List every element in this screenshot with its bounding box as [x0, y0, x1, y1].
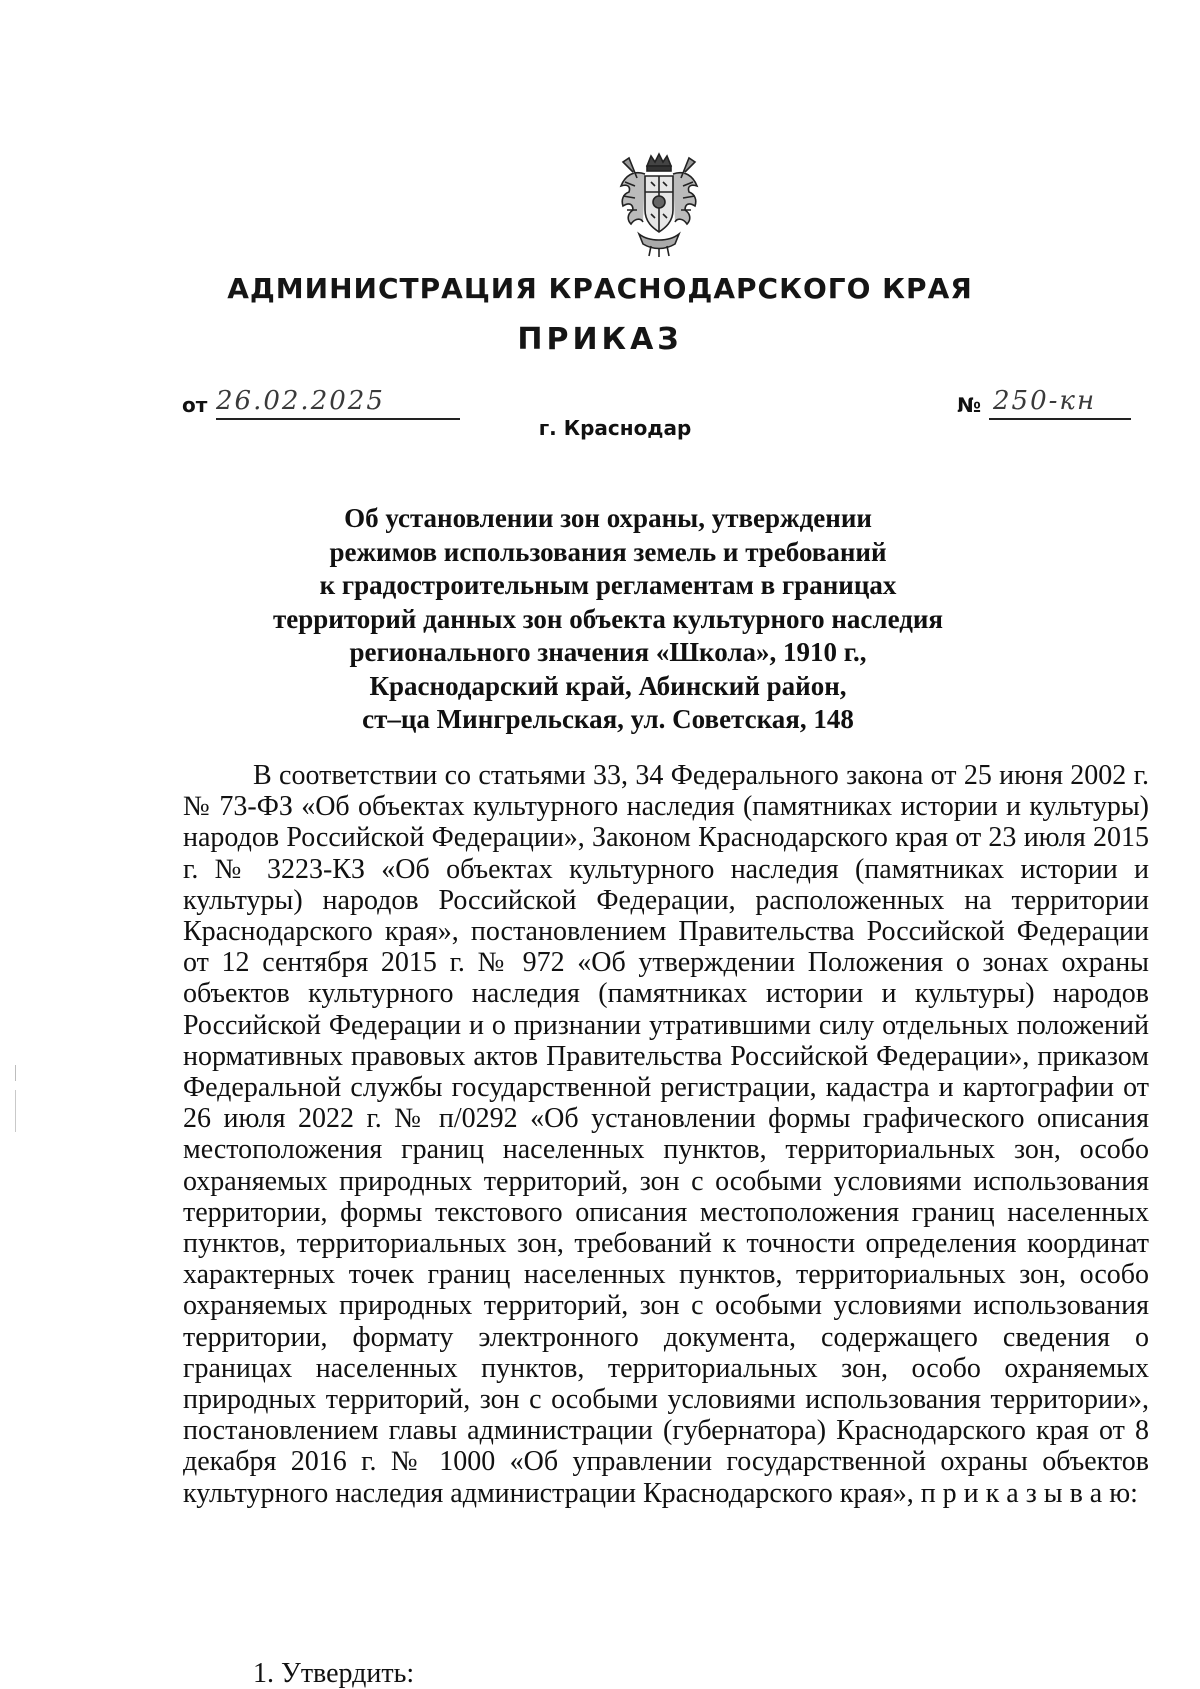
- handwritten-date: 26.02.2025: [216, 386, 385, 416]
- title-line: к градостроительным регламентам в границах: [319, 570, 897, 600]
- document-title: [240, 502, 976, 737]
- number-prefix: №: [957, 393, 982, 417]
- city: г. Краснодар: [538, 416, 692, 440]
- scan-artifact: [15, 1090, 16, 1132]
- coat-of-arms-icon: [615, 152, 703, 258]
- document-type: ПРИКАЗ: [517, 322, 683, 357]
- title-line: Краснодарский край, Абинский район,: [369, 670, 847, 701]
- scan-artifact: [15, 1065, 16, 1081]
- title-line: режимов использования земель и требований: [329, 536, 887, 567]
- organization-name: АДМИНИСТРАЦИЯ КРАСНОДАРСКОГО КРАЯ: [227, 272, 973, 305]
- title-line: ст–ца Мингрельская, ул. Советская, 148: [362, 704, 854, 734]
- preamble-paragraph: В соответствии со статьями 33, 34 Федерального закона от 25 июня 2002 г. № 73-ФЗ «Об объектах культурного наследия (памятниках истории и культуры) народов Российской Федерации», Законом Краснодарского края от 23 июля 2015 г. № 3223-КЗ «Об объектах культурного наследия (памятниках истории и культуры) народов Российской Федерации, расположенных на территории Краснодарского края», постановлением Правительства Российской Федерации от 12 сентября 2015 г. № 972 «Об утверждении Положения о зонах охраны объектов культурного наследия (памятниках истории и культуры) народов Российской Федерации и о признании утратившими силу отдельных положений нормативных правовых актов Правительства Российской Федерации», приказом Федеральной службы государственной регистрации, кадастра и картографии от 26 июля 2022 г. № п/0292 «Об установлении формы графического описания местоположения границ населенных пунктов, территориальных зон, особо охраняемых природных территорий, зон с особыми условиями использования территории, формы текстового описания местоположения границ населенных пунктов, территориальных зон, требований к точности определения координат характерных точек границ населенных пунктов, территориальных зон, особо охраняемых природных территорий, зон с особыми условиями использования территории, формату электронного документа, содержащего сведения о границах населенных пунктов, территориальных зон, особо охраняемых природных территорий, зон с особыми условиями использования территории», постановлением главы администрации (губернатора) Краснодарского края от 8 декабря 2016 г. № 1000 «Об управлении государственной охраны объектов культурного наследия администрации Краснодарского края», п р и к а з ы в а ю:: [183, 760, 1149, 1509]
- item-1: 1. Утвердить:: [253, 1658, 415, 1689]
- title-line: регионального значения «Школа», 1910 г.,: [349, 637, 867, 667]
- date-prefix: от: [182, 393, 208, 417]
- document-body: [183, 760, 1149, 1509]
- title-line: Об установлении зон охраны, утверждении: [344, 503, 872, 533]
- handwritten-number: 250-кн: [993, 386, 1097, 416]
- title-line: территорий данных зон объекта культурного наследия: [272, 603, 944, 634]
